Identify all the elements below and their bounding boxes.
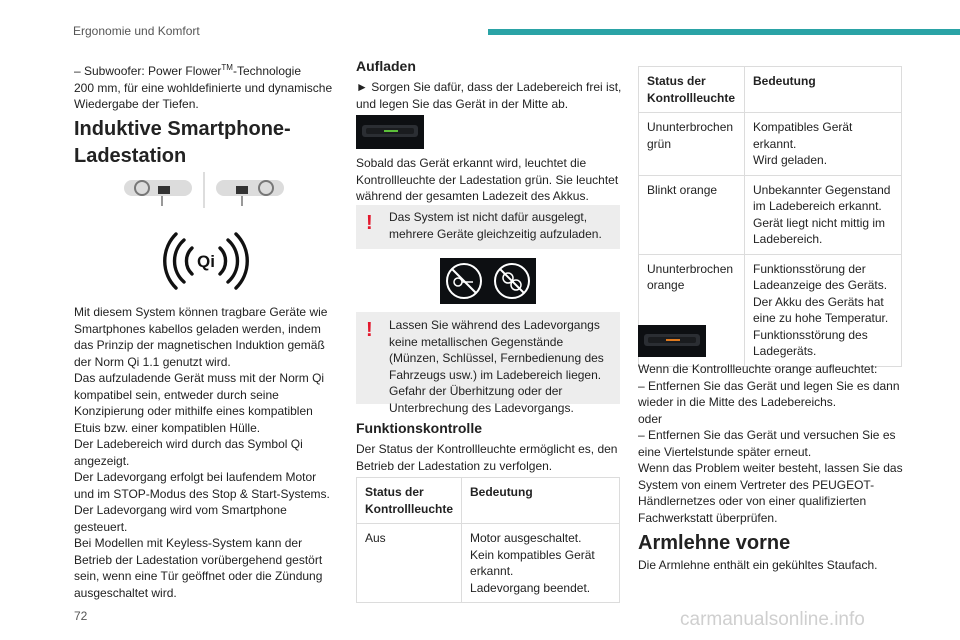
- warning-icon: !: [366, 212, 373, 234]
- running-header: Ergonomie und Komfort: [73, 24, 200, 38]
- aufladen-step: ► Sorgen Sie dafür, dass der Ladebereich frei ist, und legen Sie das Gerät in der Mitte ab.: [356, 80, 622, 111]
- prohibited-items-image: [440, 258, 536, 304]
- led-orange-icon: [638, 325, 706, 357]
- table-header-row: [357, 478, 620, 524]
- charging-pad-orange-image: [638, 325, 706, 357]
- table-cell-status: Aus: [357, 524, 462, 603]
- warning-box-multiple-devices: ! Das System ist nicht dafür ausgelegt, mehrere Geräte gleichzeitig aufzuladen.: [356, 205, 620, 249]
- table-cell-status: Ununterbrochen grün: [639, 113, 745, 176]
- heading-armlehne-vorne: Armlehne vorne: [638, 532, 791, 554]
- watermark-text: carmanualsonline.info: [680, 609, 865, 630]
- table-cell-meaning: Motor ausgeschaltet. Kein kompatibles Gerät erkannt. Ladevorgang beendet.: [462, 524, 620, 603]
- led-green-icon: [356, 115, 424, 149]
- table-cell-meaning: Unbekannter Gegenstand im Ladebereich erkannt. Gerät liegt nicht mittig im Ladebereich.: [745, 175, 902, 254]
- table-cell-status: Ununterbrochen orange: [639, 254, 745, 366]
- warning-icon: !: [366, 319, 373, 341]
- table-cell-meaning: Funktionsstörung der Ladeanzeige des Geräts. Der Akku des Geräts hat eine zu hohe Temperatur. Funktionsstörung des Ladegeräts.: [745, 254, 902, 366]
- qi-symbol-text: Qi: [197, 252, 215, 271]
- table-header-cell: Status der Kontrollleuchte: [357, 478, 462, 524]
- table-cell-meaning: Kompatibles Gerät erkannt. Wird geladen.: [745, 113, 902, 176]
- warning-box-metal-objects: ! Lassen Sie während des Ladevorgangs keine metallischen Gegenstände (Münzen, Schlüssel, Fernbedienung des Fahrzeugs usw.) im Ladebereich liegen. Gefahr der Überhitzung oder der Unterbrechung des Ladevorgangs.: [356, 312, 620, 404]
- after-detect-text: Sobald das Gerät erkannt wird, leuchtet die Kontrollleuchte der Ladestation grün. Sie leuchtet während der gesamten Ladezeit des Akkus.: [356, 156, 619, 203]
- table-header-cell: Bedeutung: [462, 478, 620, 524]
- qi-wireless-icon: [158, 232, 254, 290]
- armlehne-text: Die Armlehne enthält ein gekühltes Staufach.: [638, 558, 878, 572]
- table-cell-status: Blinkt orange: [639, 175, 745, 254]
- table-header-row: [639, 67, 902, 113]
- table-header-cell: Status der Kontrollleuchte: [639, 67, 745, 113]
- funktionskontrolle-text: Der Status der Kontrollleuchte ermöglicht es, den Betrieb der Ladestation zu verfolgen.: [356, 442, 618, 473]
- charging-pad-green-image: [356, 115, 424, 149]
- table-row: [639, 175, 902, 254]
- qi-description: Mit diesem System können tragbare Geräte wie Smartphones kabellos geladen werden, indem das Prinzip der magnetischen Induktion gemäß der Norm Qi 1.1 genutzt wird. Das aufzuladende Gerät muss mit der Norm Qi kompatibel sein, entweder durch seine Konzipierung oder mithilfe eines kompatiblen Etuis bzw. einer kompatiblen Hülle. Der Ladebereich wird durch das Symbol Qi angezeigt. Der Ladevorgang erfolgt bei laufendem Motor und im STOP-Modus des Stop & Start-Systems. Der Ladevorgang wird vom Smartphone gesteuert. Bei Modellen mit Keyless-System kann der Betrieb der Ladestation vorübergehend gestört sein, wenn eine Tür geöffnet oder die Zündung ausgeschaltet wird.: [74, 305, 330, 600]
- page-number: 72: [74, 609, 88, 623]
- table-header-cell: Bedeutung: [745, 67, 902, 113]
- orange-led-instructions: Wenn die Kontrollleuchte orange aufleuchtet: – Entfernen Sie das Gerät und legen Sie es dann wieder in die Mitte des Ladebereichs. oder – Entfernen Sie das Gerät und versuchen Sie es eine Viertelstunde später erneut. Wenn das Problem weiter besteht, lassen Sie das System von einem Vertreter des PEUGEOT-Händlernetzes oder von einer qualifizierten Fachwerkstatt überprüfen.: [638, 362, 903, 525]
- heading-funktionskontrolle: Funktionskontrolle: [356, 420, 482, 436]
- status-table-part2: [638, 66, 902, 367]
- header-accent-bar: [488, 29, 960, 35]
- table-row: [639, 113, 902, 176]
- table-row: [357, 524, 620, 603]
- no-metal-objects-icon: [440, 258, 536, 304]
- heading-aufladen: Aufladen: [356, 58, 416, 74]
- subwoofer-text: – Subwoofer: Power Flower™-Technologie 200 mm, für eine wohldefinierte und dynamische Wiedergabe der Tiefen.: [74, 63, 333, 111]
- heading-induktive-ladestation: Induktive Smartphone-Ladestation: [74, 118, 291, 167]
- status-table-part1: [356, 477, 620, 603]
- car-position-icon: [122, 172, 286, 216]
